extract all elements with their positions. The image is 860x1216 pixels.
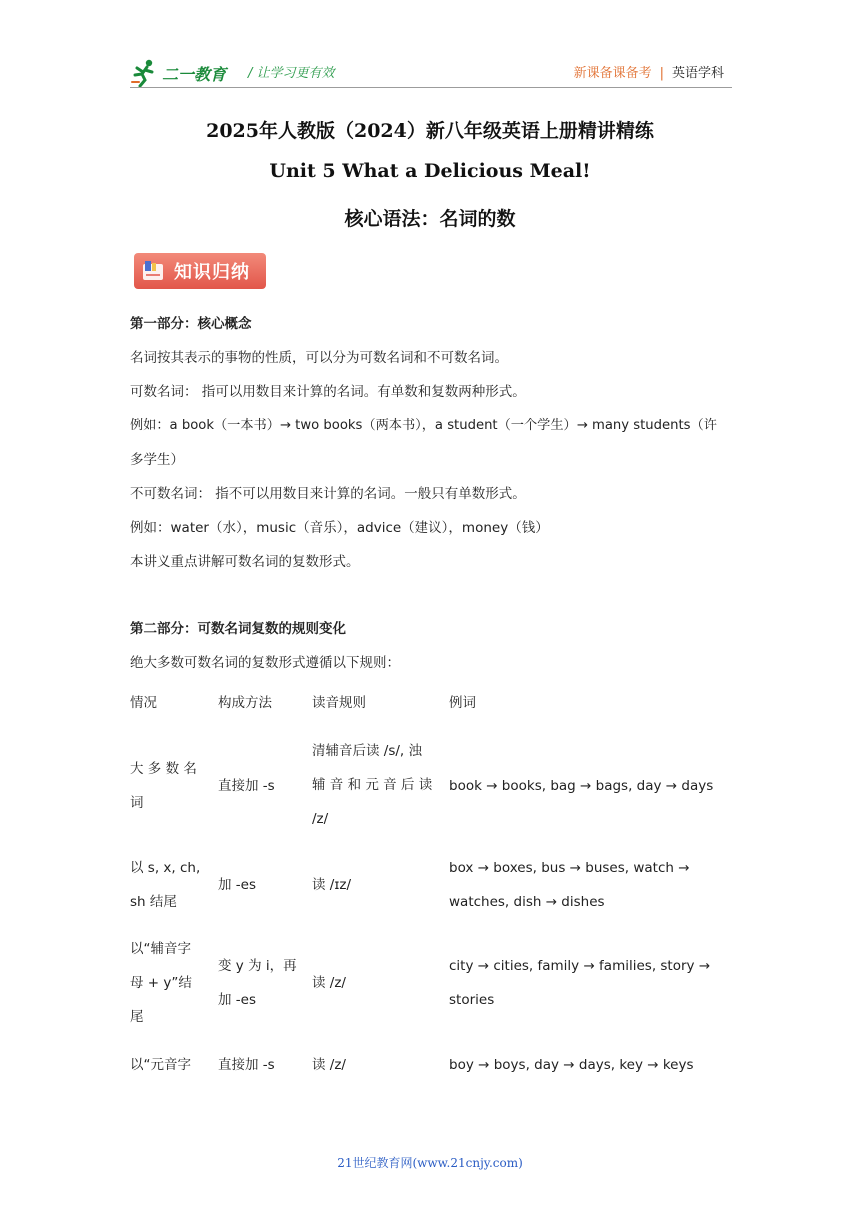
brand-logo[interactable]	[130, 56, 226, 90]
row4-case: 以“元音字	[130, 1057, 191, 1073]
row1-sound: 辅 音 和 元 音 后 读	[312, 777, 433, 793]
row1-sound: 清辅音后读 /s/, 浊	[312, 743, 423, 759]
part1-intro: 名词按其表示的事物的性质，可以分为可数名词和不可数名词。	[130, 350, 508, 366]
row3-method: 加 -es	[218, 992, 257, 1008]
part2-intro: 绝大多数可数名词的复数形式遵循以下规则：	[130, 655, 400, 671]
row2-sound: 读 /ɪz/	[312, 877, 351, 893]
row3-case: 母 + y”结	[130, 975, 192, 991]
row2-case: sh 结尾	[130, 894, 177, 910]
uncountable-definition: 不可数名词： 指不可以用数目来计算的名词。一般只有单数形式。	[130, 486, 526, 502]
runner-logo-icon	[130, 58, 160, 88]
badge-label: 知识归纳	[174, 262, 250, 283]
row1-case: 大 多 数 名	[130, 761, 197, 777]
logo-text: 二一教育	[162, 64, 227, 84]
row1-sound: /z/	[312, 811, 329, 827]
row1-examples: book → books, bag → bags, day → days	[449, 778, 714, 794]
countable-example-cont: 多学生）	[130, 452, 184, 468]
focus-note: 本讲义重点讲解可数名词的复数形式。	[130, 554, 360, 570]
row1-case: 词	[130, 795, 144, 811]
unit-title: Unit 5 What a Delicious Meal!	[269, 160, 591, 182]
course-label: 新课备课备考	[573, 66, 652, 81]
table-header-examples: 例词	[449, 695, 476, 711]
document-title: 2025年人教版（2024）新八年级英语上册精讲精练	[206, 120, 654, 142]
topic-title: 核心语法：名词的数	[344, 208, 516, 230]
table-header-method: 构成方法	[218, 695, 272, 711]
row2-method: 加 -es	[218, 877, 257, 893]
row2-case: 以 s, x, ch,	[130, 860, 201, 876]
row3-method: 变 y 为 i，再	[218, 958, 297, 974]
header-right	[574, 62, 724, 81]
row4-method: 直接加 -s	[218, 1057, 275, 1073]
plural-rules-table	[130, 686, 734, 1086]
header-separator: |	[659, 66, 664, 81]
book-icon	[140, 258, 166, 284]
row3-case: 尾	[130, 1009, 144, 1025]
row4-sound: 读 /z/	[312, 1057, 346, 1073]
page-footer[interactable]: 21世纪教育网(www.21cnjy.com)	[337, 1156, 523, 1170]
row3-sound: 读 /z/	[312, 975, 346, 991]
countable-definition: 可数名词： 指可以用数目来计算的名词。有单数和复数两种形式。	[130, 384, 526, 400]
row1-method: 直接加 -s	[218, 778, 275, 794]
knowledge-summary-badge	[134, 253, 266, 289]
row3-case: 以“辅音字	[130, 941, 191, 957]
header-divider	[130, 87, 732, 88]
row3-examples: stories	[449, 992, 495, 1008]
table-header-sound: 读音规则	[312, 695, 366, 711]
row2-examples: box → boxes, bus → buses, watch →	[449, 860, 690, 876]
countable-example: 例如：a book（一本书）→ two books（两本书），a student（一个学生）→ many students（许	[130, 418, 717, 433]
table-header-case: 情况	[130, 695, 157, 711]
part1-heading: 第一部分：核心概念	[130, 316, 252, 332]
part2-heading: 第二部分：可数名词复数的规则变化	[130, 621, 346, 637]
uncountable-example: 例如：water（水），music（音乐），advice（建议），money（钱）	[130, 520, 549, 536]
row3-examples: city → cities, family → families, story →	[449, 958, 711, 974]
subject-label: 英语学科	[671, 66, 724, 81]
row2-examples: watches, dish → dishes	[449, 894, 605, 910]
header-slogan: / 让学习更有效	[248, 66, 335, 81]
row4-examples: boy → boys, day → days, key → keys	[449, 1057, 694, 1073]
